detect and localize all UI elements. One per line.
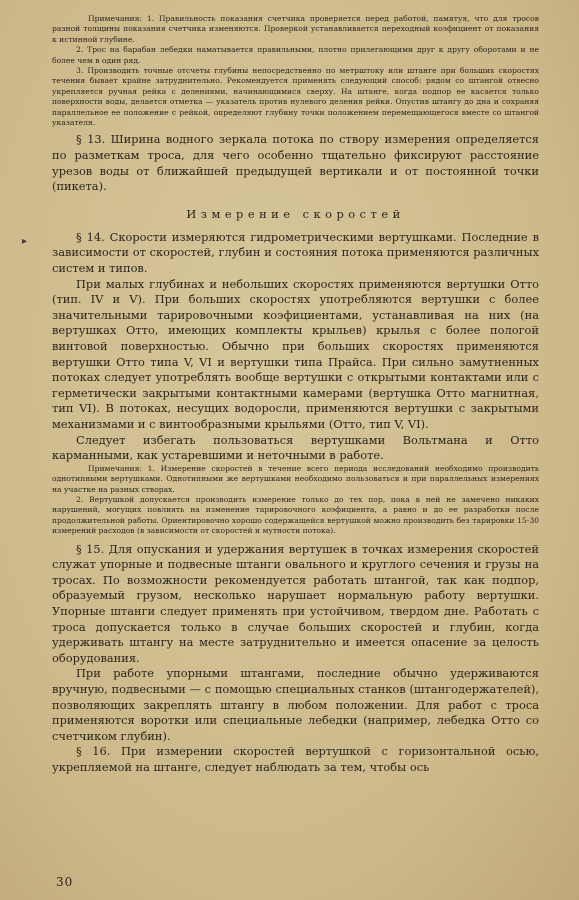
section-15-para-2: При работе упорными штангами, последние обычно удерживаются вручную, подвесными — с помощью специальных станков (штангодержателей), позволяющих закреплять штангу в любом положении. Для работ с троса применяются воротки или специальные лебедки (например, лебедка Отто со счетчиком глубин). [52,666,539,743]
section-15: § 15. Для опускания и удержания вертушек в точках измерения скоростей служат упорные и подвесные штанги овального и круглого сечения и грузы на тросах. По возможности рекомендуется работать штангой, так как подпор, образуемый грузом, несколько нарушает нормальную работу вертушки. Упорные штанги следует применять при устойчивом, твердом дне. Работать с троса допускается только в случае больших скоростей и глубин, когда удерживать штангу на месте затруднительно и имеется опасение за целость оборудования. [52,541,539,665]
section-heading: Измерение скоростей [186,206,405,221]
margin-mark: ▸ [22,236,28,247]
note-1: Примечания: 1. Правильность показания счетчика проверяется перед работой, памятуя, что для тросов разной толщины показания счетчика изменяются. Проверкой устанавливается переходный коэфициент от показания к истинной глубине. [52,14,539,44]
note-3: 3. Производить точные отсчеты глубины непосредственно по метрштоку или штанге при больших скоростях течения бывает крайне затруднительно. Рекомендуется применять следующий способ: рядом со штангой отвесно укрепляется ручная рейка с делениями, начинающимися сверху. На штанге, когда подпор ее касается только поверхности воды, делается отметка — указатель против нулевого деления рейки. Опустив штангу до дна и сохраняя параллельное ее положение с рейкой, определяют глубину точки положением перемещающегося вместе со штангой указателя. [52,66,539,128]
note-4: Примечания: 1. Измерение скоростей в течение всего периода исследований необходимо производить однотипными вертушками. Однотипными же вертушками необходимо пользоваться и при параллельных измерениях на участке на разных створах. [52,463,539,494]
section-14: § 14. Скорости измеряются гидрометрическими вертушками. Последние в зависимости от скоростей, глубин и состояния потока применяются различных систем и типов. [52,229,539,276]
page-number: 30 [56,875,74,889]
section-14-para-3: Следует избегать пользоваться вертушками Вольтмана и Отто карманными, как устаревшими и неточными в работе. [52,432,539,463]
section-13: § 13. Ширина водного зеркала потока по створу измерения определяется по разметкам троса, для чего особенно тщательно фиксируют расстояние урезов воды от ближайшей предыдущей вертикали и от постоянной точки (пикета). [52,132,539,194]
note-5: 2. Вертушкой допускается производить измерение только до тех пор, пока в ней не замечено никаких нарушений, могущих повлиять на изменение тарировочного коэфициента, а равно и до ее разработки после продолжительной работы. Ориентировочно хорошо содержащейся вертушкой можно производить без тарировки 15-30 измерений расходов (в зависимости от скоростей и мутности потока). [52,494,539,536]
section-16: § 16. При измерении скоростей вертушкой с горизонтальной осью, укрепляемой на штанге, следует наблюдать за тем, чтобы ось [52,744,539,774]
section-14-para-2: При малых глубинах и небольших скоростях применяются вертушки Отто (тип. IV и V). При больших скоростях употребляются вертушки с более значительными тарировочными коэфициентами, устанавливая на них (на вертушках Отто, имеющих комплекты крыльев) крылья с более пологой винтовой поверхностью. Обычно при больших скоростях применяются вертушки Отто типа V, VI и вертушки типа Прайса. При сильно замутненных потоках следует употреблять вообще вертушки с открытыми контактами или с герметически закрытыми контактными камерами (вертушка Отто магнитная, тип VI). В потоках, несущих водоросли, применяются вертушки с закрытыми механизмами и с винтообразными крыльями (Отто, тип V, VI). [52,276,539,431]
note-2: 2. Трос на барабан лебедки наматывается правильными, плотно прилегающими друг к другу оборотами и не более чем в один ряд. [52,45,539,65]
